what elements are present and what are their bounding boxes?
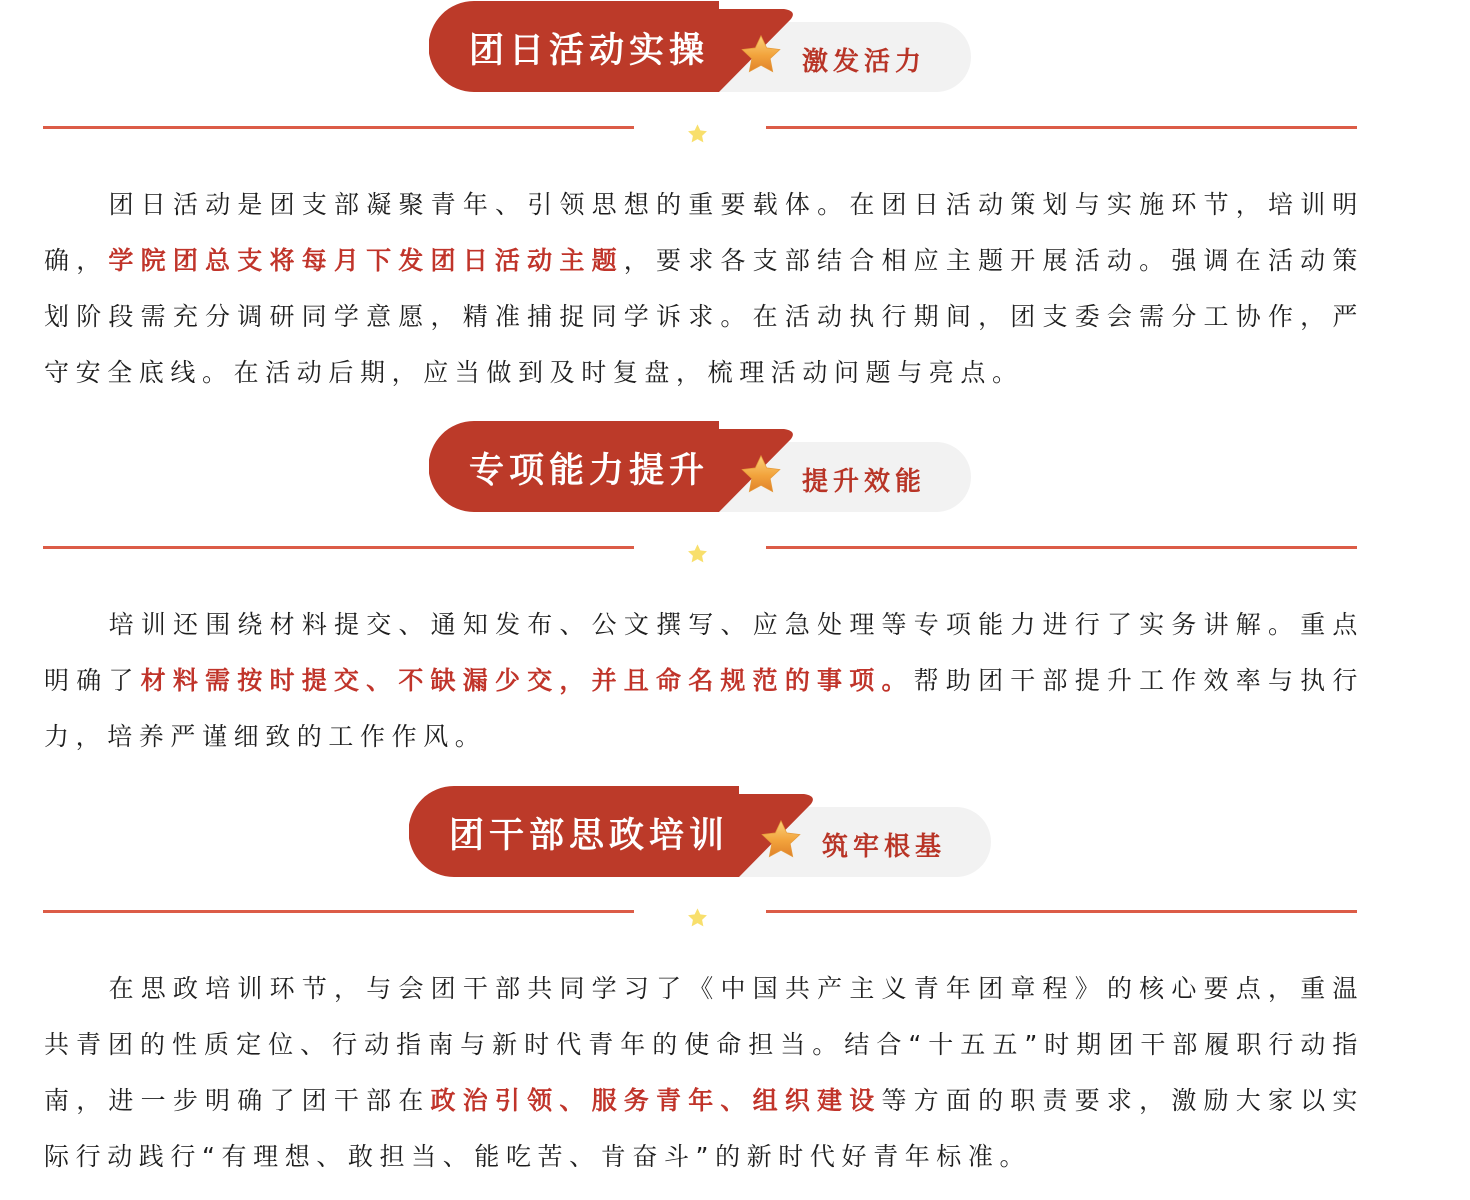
section-title: 专项能力提升 bbox=[469, 451, 710, 491]
divider-line-left bbox=[43, 910, 634, 913]
section-divider-3 bbox=[0, 910, 1470, 940]
star-icon bbox=[759, 818, 803, 862]
text-segment: 团日活动是团支部凝聚青年、引领思想的重要载体。在团日活动策划与实施环节，培训明确， bbox=[44, 190, 1364, 275]
star-icon bbox=[686, 123, 709, 145]
highlighted-text: 政治引领、服务青年、组织建设 bbox=[430, 1086, 882, 1115]
section-paragraph-3 bbox=[44, 961, 1364, 1185]
text-segment: 培训还围绕材料提交、通知发布、公文撰写、应急处理等专项能力进行了实务讲解。重点明确了 bbox=[44, 610, 1364, 695]
section-subtitle: 筑牢根基 bbox=[822, 832, 947, 862]
text-segment: ，要求各支部结合相应主题开展活动。强调在活动策划阶段需充分调研同学意愿，精准捕捉同学诉求。在活动执行期间，团支委会需分工协作，严守安全底线。在活动后期，应当做到及时复盘，梳理活动问题与亮点。 bbox=[44, 246, 1364, 387]
star-icon bbox=[739, 453, 783, 497]
text-segment: 帮助团干部提升工作效率与执行力，培养严谨细致的工作作风。 bbox=[44, 666, 1364, 751]
highlighted-text: 学院团总支将每月下发团日活动主题 bbox=[108, 246, 624, 275]
section-heading-2 bbox=[429, 420, 971, 514]
star-icon bbox=[686, 907, 709, 929]
section-heading-1 bbox=[429, 0, 971, 94]
section-title: 团日活动实操 bbox=[469, 31, 710, 71]
star-icon bbox=[686, 543, 709, 565]
divider-line-right bbox=[766, 126, 1357, 129]
section-subtitle: 激发活力 bbox=[802, 47, 927, 77]
section-subtitle: 提升效能 bbox=[802, 467, 927, 497]
star-icon bbox=[739, 33, 783, 77]
divider-line-right bbox=[766, 910, 1357, 913]
section-heading-3 bbox=[409, 785, 991, 879]
divider-line-left bbox=[43, 126, 634, 129]
section-title: 团干部思政培训 bbox=[449, 816, 730, 856]
highlighted-text: 材料需按时提交、不缺漏少交，并且命名规范的事项。 bbox=[140, 666, 914, 695]
divider-line-left bbox=[43, 546, 634, 549]
section-paragraph-1 bbox=[44, 177, 1364, 401]
section-divider-2 bbox=[0, 546, 1470, 576]
text-segment: 等方面的职责要求，激励大家以实际行动践行“有理想、敢担当、能吃苦、肯奋斗”的新时代好青年标准。 bbox=[44, 1086, 1364, 1171]
text-segment: 在思政培训环节，与会团干部共同学习了《中国共产主义青年团章程》的核心要点，重温共青团的性质定位、行动指南与新时代青年的使命担当。结合“十五五”时期团干部履职行动指南，进一步明确了团干部在 bbox=[44, 974, 1364, 1115]
section-paragraph-2 bbox=[44, 597, 1364, 765]
divider-line-right bbox=[766, 546, 1357, 549]
section-divider-1 bbox=[0, 126, 1470, 156]
